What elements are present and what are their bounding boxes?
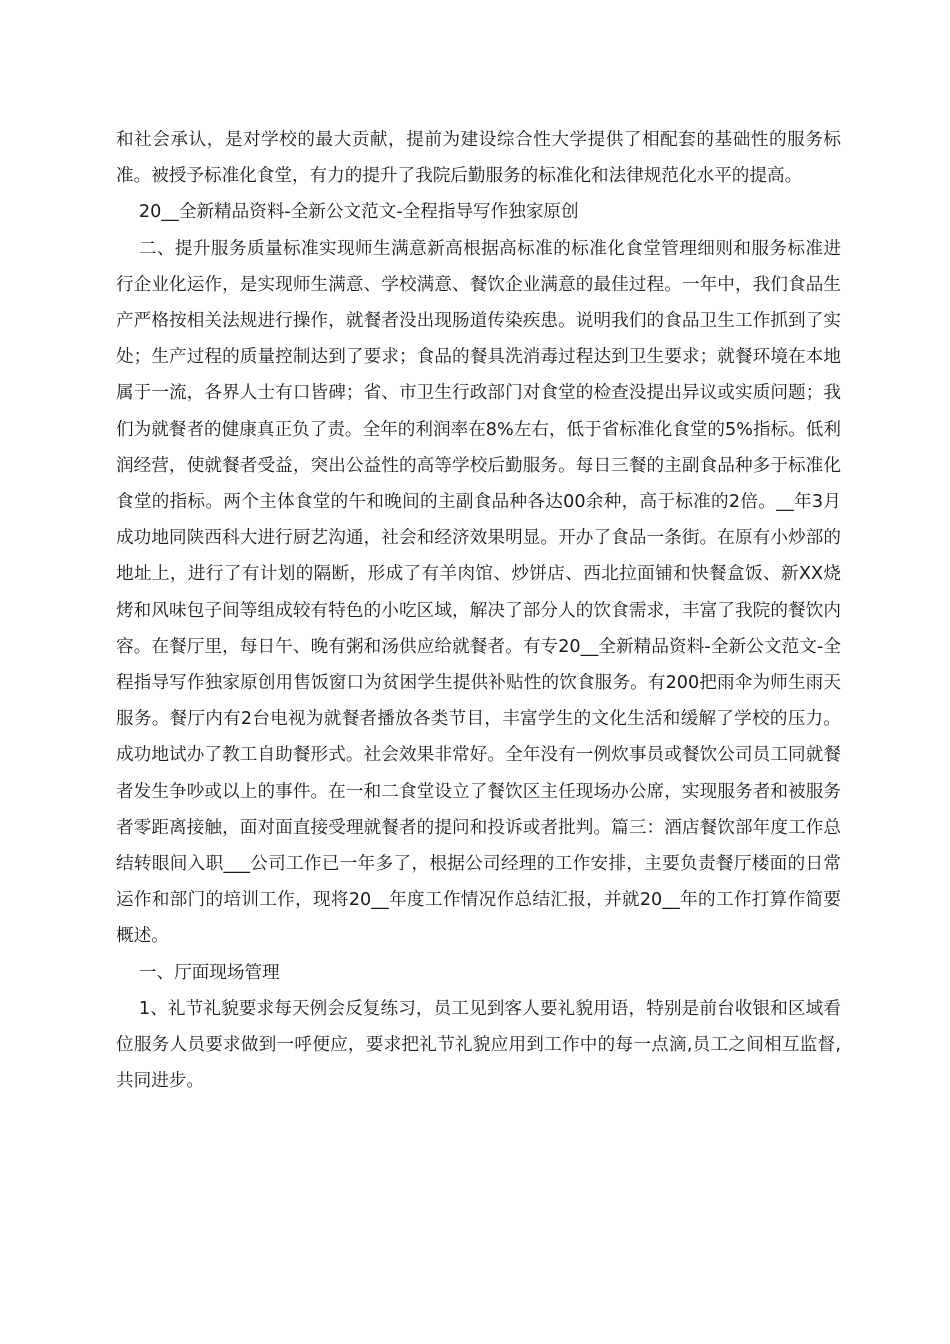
paragraph-continuation: 和社会承认，是对学校的最大贡献，提前为建设综合性大学提供了相配套的基础性的服务标准。被授予标准化食堂，有力的提升了我院后勤服务的标准化和法律规范化水平的提高。 (116, 130, 841, 187)
paragraph-etiquette: 1、礼节礼貌要求每天例会反复练习，员工见到客人要礼貌用语，特别是前台收银和区域看位服务人员要求做到一呼便应，要求把礼节礼貌应用到工作中的每一点滴,员工之间相互监督,共同进步。 (116, 998, 841, 1092)
document-body (116, 122, 841, 1099)
paragraph-section-two: 二、提升服务质量标准实现师生满意新高根据高标准的标准化食堂管理细则和服务标准进行企业化运作，是实现师生满意、学校满意、餐饮企业满意的最佳过程。一年中，我们食品生产严格按相关法规进行操作，就餐者没出现肠道传染疾患。说明我们的食品卫生工作抓到了实处；生产过程的质量控制达到了要求；食品的餐具洗消毒过程达到卫生要求；就餐环境在本地属于一流，各界人士有口皆碑；省、市卫生行政部门对食堂的检查没提出异议或实质问题；我们为就餐者的健康真正负了责。全年的利润率在8%左右，低于省标准化食堂的5%指标。低利润经营，使就餐者受益，突出公益性的高等学校后勤服务。每日三餐的主副食品种多于标准化食堂的指标。两个主体食堂的午和晚间的主副食品种各达00余种，高于标准的2倍。__年3月成功地同陕西科大进行厨艺沟通，社会和经济效果明显。开办了食品一条街。在原有小炒部的地址上，进行了有计划的隔断，形成了有羊肉馆、炒饼店、西北拉面铺和快餐盒饭、新XX烧烤和风味包子间等组成较有特色的小吃区域，解决了部分人的饮食需求，丰富了我院的餐饮内容。在餐厅里，每日午、晚有粥和汤供应给就餐者。有专20__全新精品资料-全新公文范文-全程指导写作独家原创用售饭窗口为贫困学生提供补贴性的饮食服务。有200把雨伞为师生雨天服务。餐厅内有2台电视为就餐者播放各类节目，丰富学生的文化生活和缓解了学校的压力。成功地试办了教工自助餐形式。社会效果非常好。全年没有一例炊事员或餐饮公司员工同就餐者发生争吵或以上的事件。在一和二食堂设立了餐饮区主任现场办公席，实现服务者和被服务者零距离接触，面对面直接受理就餐者的提问和投诉或者批判。篇三：酒店餐饮部年度工作总结转眼间入职___公司工作已一年多了，根据公司经理的工作安排，主要负责餐厅楼面的日常运作和部门的培训工作，现将20__年度工作情况作总结汇报，并就20__年的工作打算作简要概述。 (116, 238, 841, 947)
paragraph-header-note: 20__全新精品资料-全新公文范文-全程指导写作独家原创 (138, 202, 579, 223)
section-heading-hall-management: 一、厅面现场管理 (138, 962, 280, 983)
